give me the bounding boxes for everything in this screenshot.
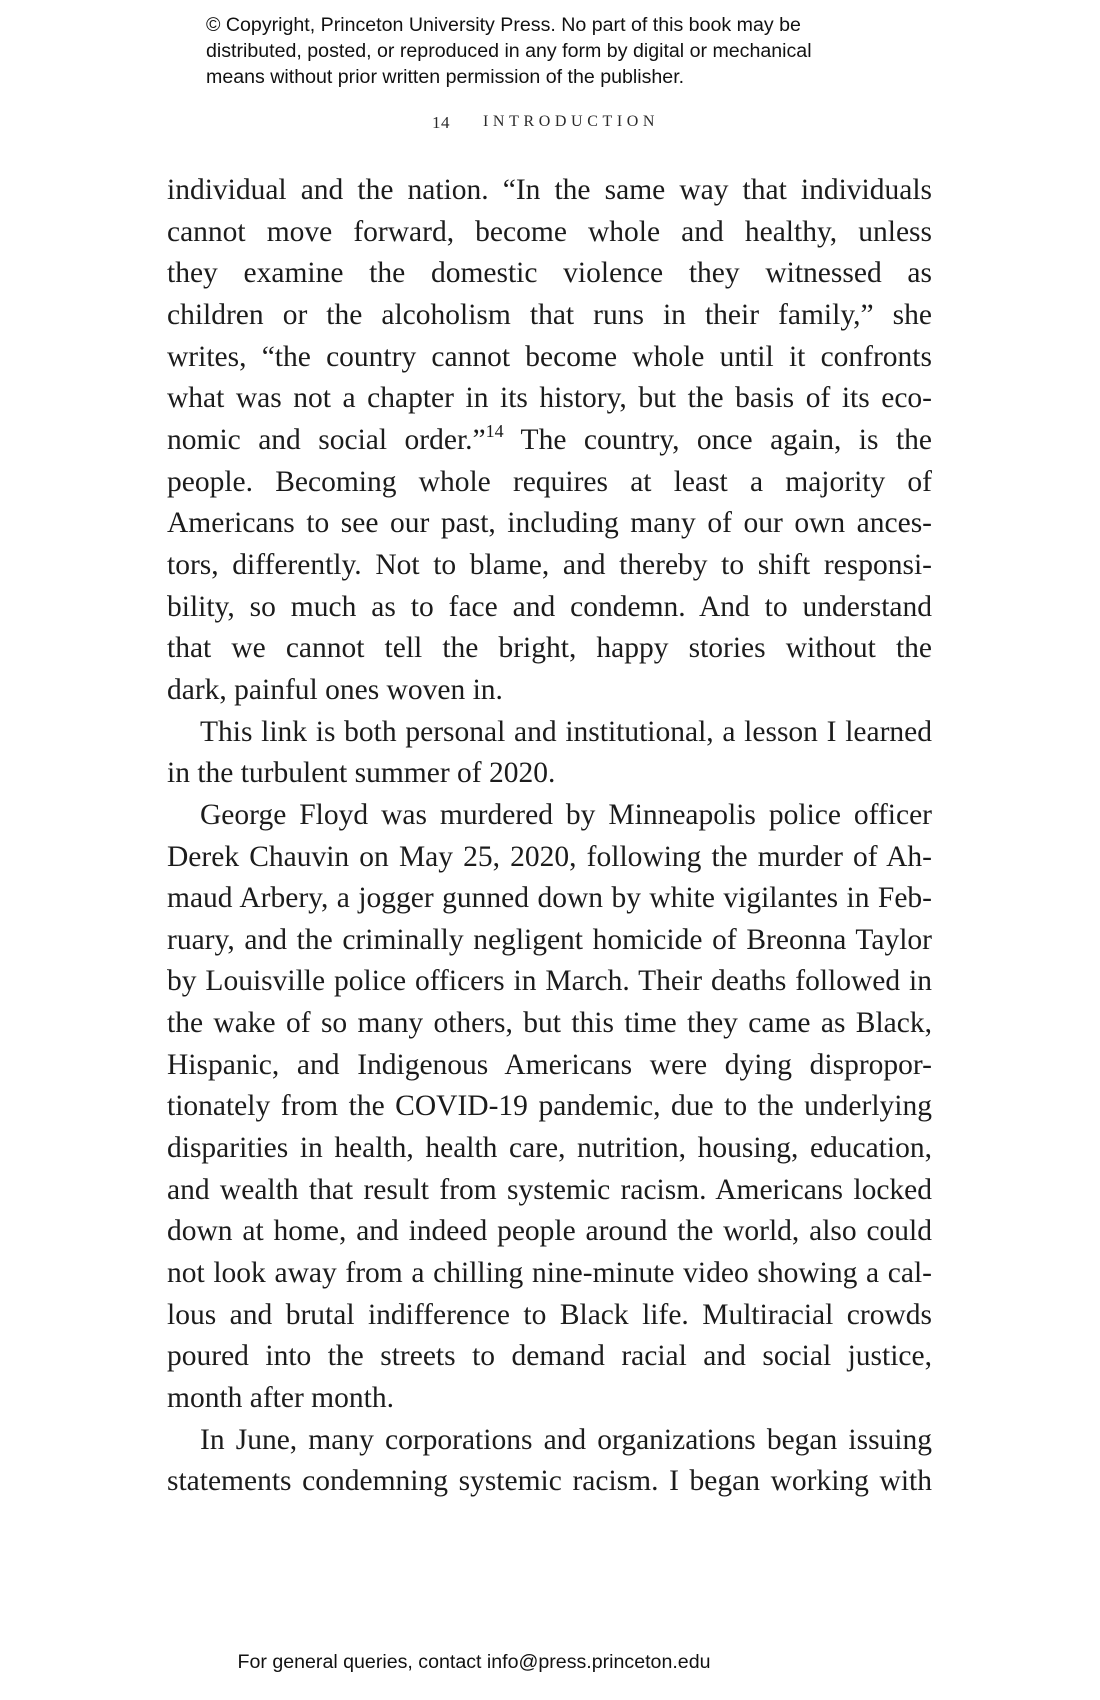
- text-line: lous and brutal indifference to Black life. Multiracial crowds: [167, 1298, 932, 1331]
- contact-text: For general queries, contact info@press.princeton.edu: [237, 1651, 711, 1673]
- text-line: statements condemning systemic racism. I began working with: [167, 1465, 932, 1498]
- text-line: month after month.: [167, 1382, 394, 1415]
- text-line: disparities in health, health care, nutrition, housing, education,: [167, 1132, 932, 1165]
- text-line: poured into the streets to demand racial and social justice,: [167, 1340, 932, 1373]
- text-line: children or the alcoholism that runs in their family,” she: [167, 298, 932, 331]
- text-line: not look away from a chilling nine-minute video showing a cal-: [167, 1257, 932, 1290]
- text-line: ruary, and the criminally negligent homicide of Breonna Taylor: [167, 923, 932, 956]
- text-line: down at home, and indeed people around the world, also could: [167, 1215, 932, 1248]
- copyright-line: © Copyright, Princeton University Press. No part of this book may be: [206, 14, 801, 36]
- text-line: George Floyd was murdered by Minneapolis police officer: [200, 798, 932, 831]
- text-fragment: nomic and social order.”: [167, 423, 486, 456]
- copyright-line: distributed, posted, or reproduced in any form by digital or mechanical: [206, 40, 812, 62]
- text-line: This link is both personal and institutional, a lesson I learned: [200, 715, 932, 748]
- text-line-with-footnote: [167, 420, 932, 462]
- paragraph: [167, 712, 932, 795]
- text-line: they examine the domestic violence they witnessed as: [167, 257, 932, 290]
- text-line: the wake of so many others, but this time they came as Black,: [167, 1007, 932, 1040]
- text-line: individual and the nation. “In the same way that individuals: [167, 174, 932, 206]
- body-text: [167, 170, 932, 1503]
- text-line: Americans to see our past, including many of our own ances-: [167, 507, 932, 540]
- running-head: [0, 113, 1100, 139]
- text-line: In June, many corporations and organizations began issuing: [200, 1423, 932, 1456]
- text-line: maud Arbery, a jogger gunned down by white vigilantes in Feb-: [167, 882, 932, 915]
- page-number: 14: [432, 113, 450, 132]
- paragraph: [167, 170, 932, 712]
- text-line: dark, painful ones woven in.: [167, 673, 503, 706]
- text-line: what was not a chapter in its history, but the basis of its eco-: [167, 382, 932, 415]
- chapter-title: INTRODUCTION: [483, 113, 660, 130]
- text-line: cannot move forward, become whole and healthy, unless: [167, 215, 932, 248]
- paragraph: [167, 795, 932, 1420]
- text-line: and wealth that result from systemic racism. Americans locked: [167, 1173, 932, 1206]
- text-line: tors, differently. Not to blame, and thereby to shift responsi-: [167, 548, 932, 581]
- copyright-line: means without prior written permission of the publisher.: [206, 66, 685, 88]
- copyright-notice: [206, 12, 906, 90]
- text-line: in the turbulent summer of 2020.: [167, 757, 556, 790]
- text-line: by Louisville police officers in March. Their deaths followed in: [167, 965, 932, 998]
- text-fragment: The country, once again, is the: [503, 423, 932, 456]
- text-line: people. Becoming whole requires at least a majority of: [167, 465, 932, 498]
- text-line: tionately from the COVID-19 pandemic, due to the underlying: [167, 1090, 932, 1123]
- text-line: that we cannot tell the bright, happy stories without the: [167, 632, 932, 665]
- text-line: Hispanic, and Indigenous Americans were dying dispropor-: [167, 1048, 932, 1081]
- text-line: bility, so much as to face and condemn. And to understand: [167, 590, 932, 623]
- footnote-reference[interactable]: 14: [485, 420, 504, 441]
- text-line: Derek Chauvin on May 25, 2020, following the murder of Ah-: [167, 840, 932, 873]
- text-line: writes, “the country cannot become whole until it confronts: [167, 340, 932, 373]
- contact-footer: [0, 1651, 1100, 1674]
- paragraph: [167, 1420, 932, 1503]
